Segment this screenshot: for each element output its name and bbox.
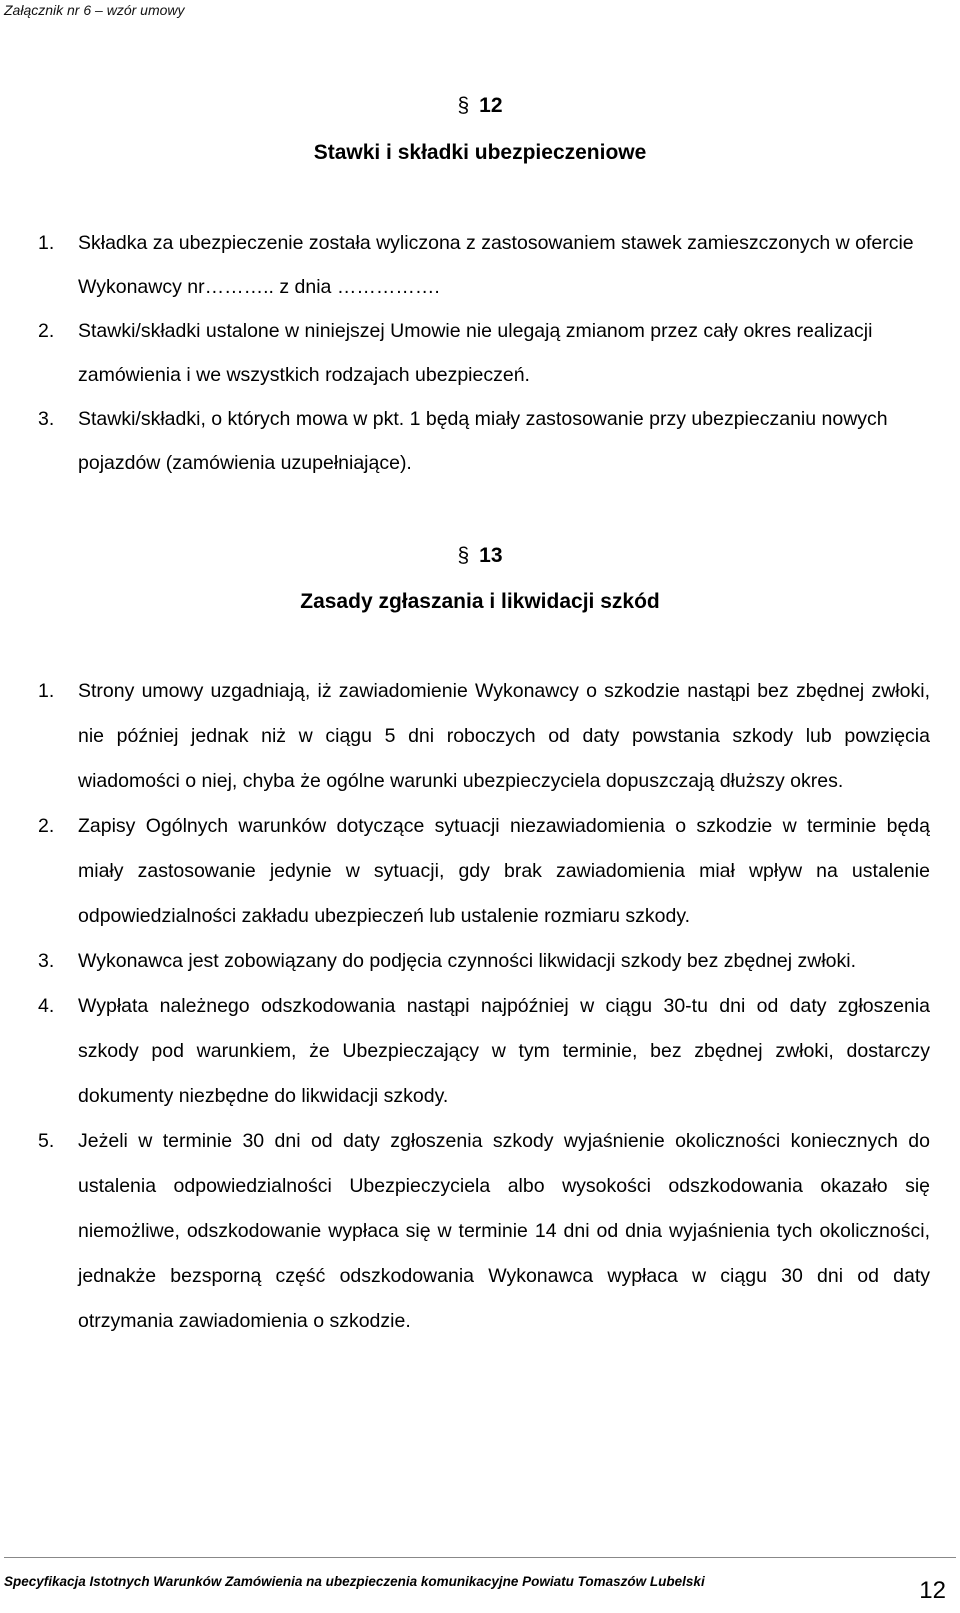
list-item	[38, 669, 930, 804]
section-12-title: Stawki i składki ubezpieczeniowe	[313, 141, 647, 164]
running-header: Załącznik nr 6 – wzór umowy	[4, 2, 185, 18]
item-number: 2.	[38, 320, 55, 342]
footer-text: Specyfikacja Istotnych Warunków Zamówienia na ubezpieczenia komunikacyjne Powiatu Tomaszów Lubelski	[4, 1574, 705, 1589]
item-number: 3.	[38, 950, 55, 972]
item-number: 5.	[38, 1130, 55, 1152]
item-text: Wykonawca jest zobowiązany do podjęcia czynności likwidacji szkody bez zbędnej zwłoki.	[78, 950, 857, 972]
section-13-number-line	[0, 544, 960, 568]
item-number: 3.	[38, 408, 55, 430]
item-text: Stawki/składki ustalone w niniejszej Umowie nie ulegają zmianom przez cały okres realizacji zamówienia i we wszystkich rodzajach ubezpieczeń.	[78, 320, 873, 386]
item-number: 2.	[38, 815, 55, 837]
item-text: Strony umowy uzgadniają, iż zawiadomienie Wykonawcy o szkodzie nastąpi bez zbędnej zwłoki, nie później jednak niż w ciągu 5 dni roboczych od daty powstania szkody lub powzięcia wiadomości o niej, chyba że ogólne warunki ubezpieczyciela dopuszczają dłuższy okres.	[78, 680, 930, 792]
page-number: 12	[919, 1577, 946, 1604]
section-13-title: Zasady zgłaszania i likwidacji szkód	[300, 590, 660, 613]
section-number: 13	[479, 544, 503, 567]
item-number: 4.	[38, 995, 55, 1017]
item-text: Stawki/składki, o których mowa w pkt. 1 będą miały zastosowanie przy ubezpieczaniu nowych pojazdów (zamówienia uzupełniające).	[78, 408, 888, 474]
footer-divider	[4, 1557, 956, 1558]
section-symbol: §	[457, 544, 470, 567]
item-text: Wypłata należnego odszkodowania nastąpi najpóźniej w ciągu 30-tu dni od daty zgłoszenia szkody pod warunkiem, że Ubezpieczający w tym terminie, bez zbędnej zwłoki, dostarczy dokumenty niezbędne do likwidacji szkody.	[78, 995, 930, 1107]
item-text: Składka za ubezpieczenie została wyliczona z zastosowaniem stawek zamieszczonych w ofercie Wykonawcy nr……….. z dnia …………….	[78, 232, 914, 298]
list-item	[38, 939, 930, 984]
item-text: Jeżeli w terminie 30 dni od daty zgłoszenia szkody wyjaśnienie okoliczności koniecznych do ustalenia odpowiedzialności Ubezpieczyciela albo wysokości odszkodowania okazało się niemożliwe, odszkodowanie wypłaca się w terminie 14 dni od dnia wyjaśnienia tych okoliczności, jednakże bezsporną część odszkodowania Wykonawca wypłaca w ciągu 30 dni od daty otrzymania zawiadomienia o szkodzie.	[78, 1130, 930, 1332]
list-item	[38, 984, 930, 1119]
list-item	[38, 221, 930, 309]
list-item	[38, 309, 930, 397]
list-item	[38, 397, 930, 485]
section-12-number-line	[0, 94, 960, 118]
list-item	[38, 1119, 930, 1344]
item-number: 1.	[38, 680, 55, 702]
section-12-list	[38, 221, 930, 485]
item-text: Zapisy Ogólnych warunków dotyczące sytuacji niezawiadomienia o szkodzie w terminie będą miały zastosowanie jedynie w sytuacji, gdy brak zawiadomienia miał wpływ na ustalenie odpowiedzialności zakładu ubezpieczeń lub ustalenie rozmiaru szkody.	[78, 815, 930, 927]
page-footer	[4, 1567, 956, 1607]
section-number: 12	[479, 94, 503, 117]
item-number: 1.	[38, 232, 55, 254]
section-symbol: §	[457, 94, 470, 117]
list-item	[38, 804, 930, 939]
section-13-list	[38, 669, 930, 1344]
